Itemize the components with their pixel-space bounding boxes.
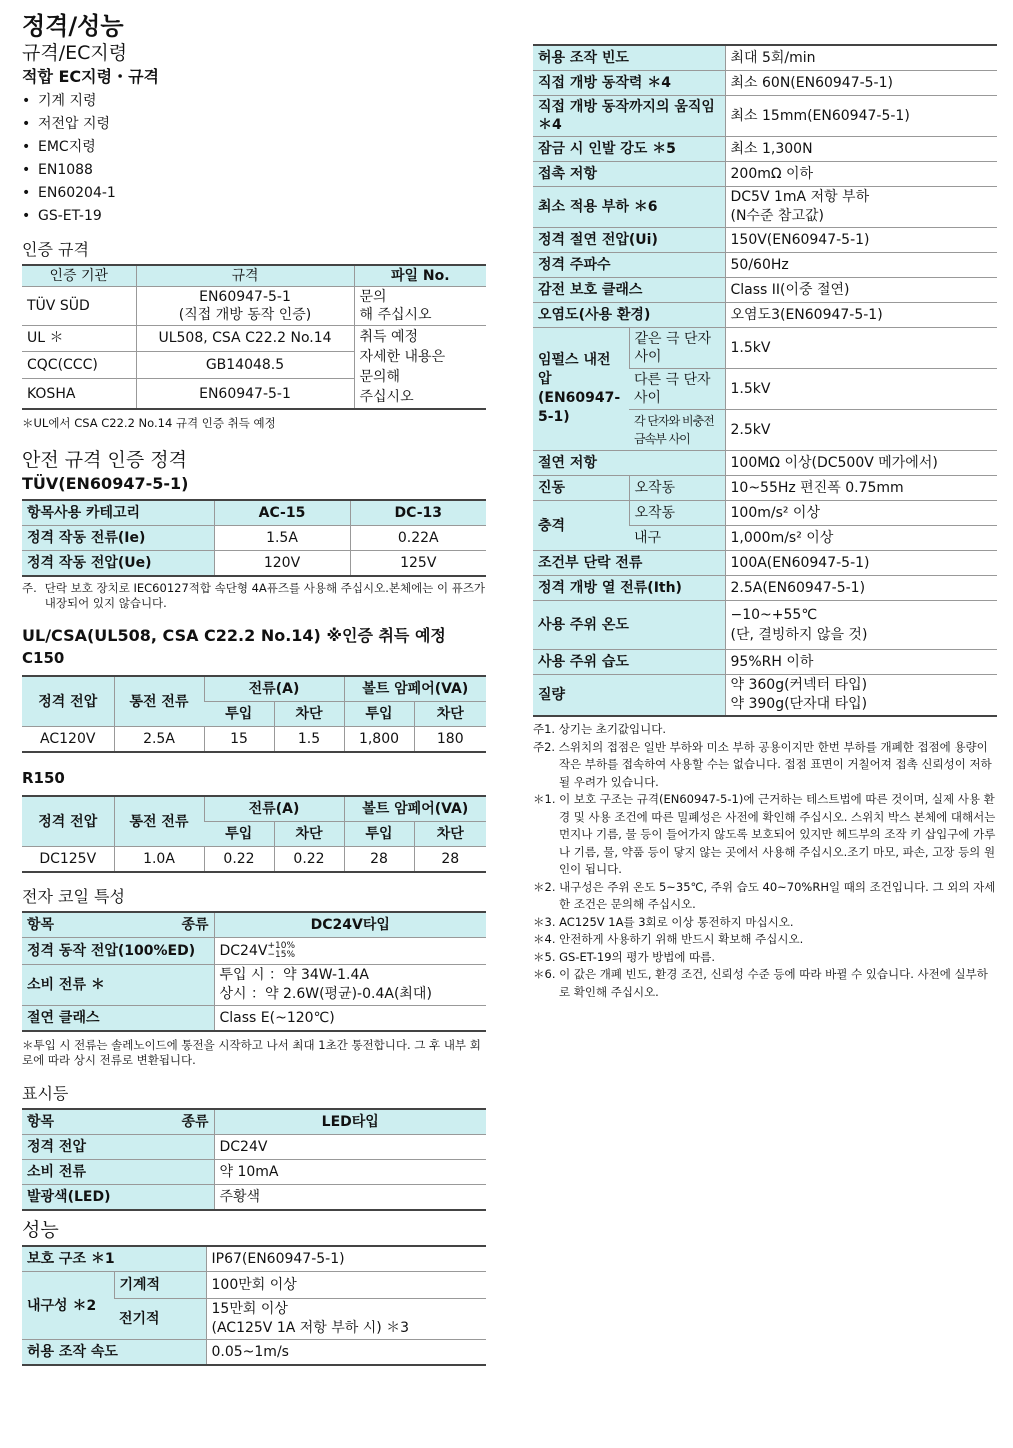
coil-header-type: DC24V타입 (214, 912, 486, 938)
cell: 150V(EN60947-5-1) (725, 228, 997, 253)
cell: 180 (414, 727, 486, 753)
lamp-table (22, 1108, 486, 1211)
ec-subheading: 적합 EC지령・규격 (22, 67, 159, 86)
cert-table (22, 264, 486, 410)
tuv-heading: TÜV(EN60947-5-1) (22, 474, 189, 493)
row-label: 정격 작동 전압(Ue) (22, 551, 214, 577)
cell: 125V (350, 551, 486, 577)
table-row (22, 287, 486, 326)
row-label: 질량 (533, 675, 725, 717)
lamp-header-type: LED타입 (214, 1109, 486, 1135)
cell: 0.22A (350, 526, 486, 551)
cell: 최소 60N(EN60947-5-1) (725, 71, 997, 96)
row-sublabel: 내구 (629, 526, 725, 551)
table-row (22, 1160, 486, 1185)
coil-note: ＊투입 시 전류는 솔레노이드에 통전을 시작하고 나서 최대 1초간 통전합니다. 그 후 내부 회로에 따라 상시 전류로 변환됩니다. (22, 1038, 481, 1067)
tuv-table (22, 499, 486, 577)
row-label: 정격 전압 (22, 1135, 214, 1160)
ul-heading: UL/CSA(UL508, CSA C22.2 No.14) ※인증 취득 예정 (22, 626, 446, 645)
cell: 100MΩ 이상(DC500V 메가에서) (725, 451, 997, 476)
cell: 200mΩ 이하 (725, 162, 997, 187)
list-item: • EN1088 (22, 159, 486, 182)
row-label: 내구성 ＊2 (22, 1272, 114, 1340)
row-label: 정격 작동 전류(Ie) (22, 526, 214, 551)
note-item: ＊1. 이 보호 구조는 규격(EN60947-5-1)에 근거하는 테스트법에 따른 것이며, 실제 사용 환경 및 사용 조건에 따른 밀폐성은 사전에 확인해 주십시오. 스위치 박스 본체에 대해서는 먼지나 기름, 물 등이 들어가지 않도록 보호되어 있지만 헤드부의 조작 키 삽입구에 가루나 기름, 물, 약품 등이 닿지 않는 곳에서 사용해 주십시오.조기 마모, 파손, 고장 등의 원인이 됩니다. (533, 792, 996, 876)
cert-header: 규격 (136, 265, 354, 287)
cell: 100만회 이상 (206, 1272, 486, 1299)
r150-header: 정격 전압 (22, 796, 114, 847)
cell: 28 (344, 847, 414, 873)
r150-subheader: 투입 (204, 822, 274, 847)
cell: 50/60Hz (725, 253, 997, 278)
note-item: ＊4. 안전하게 사용하기 위해 반드시 확보해 주십시오. (533, 932, 804, 946)
cell: 1.5 (274, 727, 344, 753)
cell: 100A(EN60947-5-1) (725, 551, 997, 576)
perf-table (22, 1245, 486, 1366)
table-row (533, 96, 997, 137)
coil-table (22, 911, 486, 1032)
table-row (533, 576, 997, 601)
table-row (533, 303, 997, 328)
list-item: • 기계 지령 (22, 90, 486, 113)
cell: 주황색 (214, 1185, 486, 1211)
ambient-temp: −10~+55℃ (단, 결빙하지 않을 것) (725, 601, 997, 650)
ec-heading: 규격/EC지령 (22, 42, 128, 64)
note-text: 단락 보호 장치로 IEC60127적합 속단형 4A퓨즈를 사용해 주십시오.본체에는 이 퓨즈가 내장되어 있지 않습니다. (44, 581, 486, 610)
r150-header: 전류(A) (204, 796, 344, 822)
page-title: 정격/성능 (22, 12, 124, 40)
table-row (22, 847, 486, 873)
r150-header: 볼트 암페어(VA) (344, 796, 486, 822)
cell: 1,000m/s² 이상 (725, 526, 997, 551)
r150-subheader: 투입 (344, 822, 414, 847)
table-row (533, 501, 997, 526)
table-row (533, 328, 997, 369)
cell: Class E(~120℃) (214, 1006, 486, 1032)
cell: 1.5kV (725, 369, 997, 410)
perf-heading: 성능 (22, 1219, 59, 1241)
table-row (22, 1006, 486, 1032)
cert-standard: EN60947-5-1 (136, 379, 354, 409)
tuv-header: DC-13 (350, 500, 486, 526)
row-label: 정격 동작 전압(100%ED) (22, 938, 214, 965)
coil-heading: 전자 코일 특성 (22, 887, 125, 906)
cert-body: TÜV SÜD (22, 287, 136, 326)
table-row (22, 526, 486, 551)
cell: 최소 15mm(EN60947-5-1) (725, 96, 997, 137)
table-row (533, 551, 997, 576)
cert-heading: 인증 규격 (22, 240, 89, 259)
row-label: 감전 보호 클래스 (533, 278, 725, 303)
cell: 1.5kV (725, 328, 997, 369)
cell: IP67(EN60947-5-1) (206, 1246, 486, 1272)
row-label: 접촉 저항 (533, 162, 725, 187)
table-row (533, 253, 997, 278)
cell: 15 (204, 727, 274, 753)
min-load: DC5V 1mA 저항 부하 (N수준 참고값) (725, 187, 997, 228)
table-row (533, 187, 997, 228)
c150-subheader: 차단 (414, 702, 486, 727)
row-label: 허용 조작 빈도 (533, 45, 725, 71)
cert-standard: UL508, CSA C22.2 No.14 (136, 326, 354, 352)
r150-heading: R150 (22, 769, 65, 787)
cell: 1.0A (114, 847, 204, 873)
table-row (533, 71, 997, 96)
row-label: 직접 개방 동작력 ＊4 (533, 71, 725, 96)
row-label: 최소 적용 부하 ＊6 (533, 187, 725, 228)
row-label: 발광색(LED) (22, 1185, 214, 1211)
c150-heading: C150 (22, 649, 65, 667)
c150-header: 볼트 암페어(VA) (344, 676, 486, 702)
cell: 2.5kV (725, 410, 997, 451)
row-label: 정격 주파수 (533, 253, 725, 278)
row-label: 사용 주위 온도 (533, 601, 725, 650)
note-item: 주2. 스위치의 접점은 일반 부하와 미소 부하 공용이지만 한번 부하를 개폐한 접점에 용량이 작은 부하를 접속하여 사용할 수는 없습니다. 접점 표면이 거칠어져 접촉 신뢰성이 저하될 우려가 있습니다. (533, 739, 992, 789)
table-row (533, 137, 997, 162)
perf-table-continued (533, 44, 997, 717)
row-sublabel: 오작동 (629, 501, 725, 526)
ec-list (22, 90, 486, 228)
cert-body: CQC(CCC) (22, 351, 136, 379)
table-row (22, 326, 486, 352)
table-row (533, 650, 997, 675)
cert-standard: GB14048.5 (136, 351, 354, 379)
table-row (533, 601, 997, 650)
cert-header: 인증 기관 (22, 265, 136, 287)
cell: AC120V (22, 727, 114, 753)
list-item: • EN60204-1 (22, 182, 486, 205)
rated-voltage: DC24V +10% −15% (214, 938, 486, 965)
table-row (22, 938, 486, 965)
lamp-header-item: 항목 종류 (22, 1109, 214, 1135)
c150-subheader: 차단 (274, 702, 344, 727)
cell: 95%RH 이하 (725, 650, 997, 675)
note-item: ＊3. AC125V 1A를 3회로 이상 통전하지 마십시오. (533, 914, 794, 929)
table-row (22, 727, 486, 753)
cell: 2.5A(EN60947-5-1) (725, 576, 997, 601)
right-column (533, 44, 997, 1001)
row-label: 절연 클래스 (22, 1006, 214, 1032)
row-label: 소비 전류 (22, 1160, 214, 1185)
note-item: ＊5. GS-ET-19의 평가 방법에 따름. (533, 949, 715, 964)
table-row (22, 1340, 486, 1366)
table-row (533, 476, 997, 501)
left-column (22, 0, 486, 1366)
row-label: 정격 개방 열 전류(Ith) (533, 576, 725, 601)
table-row (22, 551, 486, 577)
c150-header: 전류(A) (204, 676, 344, 702)
row-label: 직접 개방 동작까지의 움직임 ＊4 (533, 96, 725, 137)
cell: 1,800 (344, 727, 414, 753)
table-row (533, 675, 997, 717)
cell: 0.05~1m/s (206, 1340, 486, 1366)
c150-subheader: 투입 (204, 702, 274, 727)
row-label: 진동 (533, 476, 629, 501)
row-sublabel: 각 단자와 비충전 금속부 사이 (629, 410, 725, 451)
list-item: • 저전압 지령 (22, 113, 486, 136)
c150-header: 통전 전류 (114, 676, 204, 727)
row-sublabel: 오작동 (629, 476, 725, 501)
list-item: • EMC지령 (22, 136, 486, 159)
row-label: 허용 조작 속도 (22, 1340, 206, 1366)
row-label: 사용 주위 습도 (533, 650, 725, 675)
table-row (533, 278, 997, 303)
spec-notes (533, 721, 997, 1001)
c150-table (22, 675, 486, 753)
tuv-header: AC-15 (214, 500, 350, 526)
lamp-heading: 표시등 (22, 1084, 69, 1103)
cell: 120V (214, 551, 350, 577)
cell: 0.22 (274, 847, 344, 873)
coil-current: 투입 시 ：약 34W-1.4A 상시 ：약 2.6W(평균)-0.4A(최대) (214, 965, 486, 1006)
cell: 28 (414, 847, 486, 873)
cell: 100m/s² 이상 (725, 501, 997, 526)
note-item: 주1. 상기는 초기값입니다. (533, 722, 667, 736)
table-row (22, 1135, 486, 1160)
table-row (533, 451, 997, 476)
row-label: 임펄스 내전압 (EN60947-5-1) (533, 328, 629, 451)
table-row (533, 162, 997, 187)
cell: 2.5A (114, 727, 204, 753)
note-mark: 주. (22, 581, 37, 595)
r150-subheader: 차단 (414, 822, 486, 847)
table-row (533, 45, 997, 71)
tuv-header: 항목사용 카테고리 (22, 500, 214, 526)
row-sublabel: 다른 극 단자 사이 (629, 369, 725, 410)
r150-subheader: 차단 (274, 822, 344, 847)
cert-body: KOSHA (22, 379, 136, 409)
cert-body: UL ＊ (22, 326, 136, 352)
coil-header-item: 항목 종류 (22, 912, 214, 938)
cell: 최소 1,300N (725, 137, 997, 162)
r150-header: 통전 전류 (114, 796, 204, 847)
cert-header: 파일 No. (354, 265, 486, 287)
cell: 약 10mA (214, 1160, 486, 1185)
row-label: 오염도(사용 환경) (533, 303, 725, 328)
elec-durability: 15만회 이상 (AC125V 1A 저항 부하 시) ＊3 (206, 1299, 486, 1340)
cell: 10~55Hz 편진폭 0.75mm (725, 476, 997, 501)
row-sublabel: 같은 극 단자 사이 (629, 328, 725, 369)
tuv-note (22, 581, 486, 611)
row-label: 보호 구조 ＊1 (22, 1246, 206, 1272)
cell: 0.22 (204, 847, 274, 873)
cert-standard: EN60947-5-1 (직접 개방 동작 인증) (136, 287, 354, 326)
cell: 최대 5회/min (725, 45, 997, 71)
cell: Class II(이중 절연) (725, 278, 997, 303)
table-row (22, 1272, 486, 1299)
row-sublabel: 전기적 (114, 1299, 206, 1340)
row-label: 충격 (533, 501, 629, 551)
row-label: 정격 절연 전압(Ui) (533, 228, 725, 253)
note-item: ＊6. 이 값은 개폐 빈도, 환경 조건, 신뢰성 수준 등에 따라 바뀔 수 있습니다. 사전에 실부하로 확인해 주십시오. (533, 967, 988, 999)
safety-heading: 안전 규격 인증 정격 (22, 449, 187, 471)
table-row (22, 965, 486, 1006)
cell: DC125V (22, 847, 114, 873)
mass: 약 360g(커넥터 타입) 약 390g(단자대 타입) (725, 675, 997, 717)
cell: DC24V (214, 1135, 486, 1160)
row-label: 소비 전류 ＊ (22, 965, 214, 1006)
c150-header: 정격 전압 (22, 676, 114, 727)
row-label: 조건부 단락 전류 (533, 551, 725, 576)
cert-note: ＊UL에서 CSA C22.2 No.14 규격 인증 취득 예정 (22, 416, 276, 430)
table-row (22, 1246, 486, 1272)
row-sublabel: 기계적 (114, 1272, 206, 1299)
cell: 1.5A (214, 526, 350, 551)
note-item: ＊2. 내구성은 주위 온도 5~35℃, 주위 습도 40~70%RH일 때의 조건입니다. 그 외의 자세한 조건은 문의해 주십시오. (533, 879, 996, 911)
table-row (22, 1185, 486, 1211)
cert-file: 문의 해 주십시오 (354, 287, 486, 326)
r150-table (22, 795, 486, 873)
cert-file-pending: 취득 예정 자세한 내용은 문의해 주십시오 (354, 326, 486, 410)
cell: 오염도3(EN60947-5-1) (725, 303, 997, 328)
list-item: • GS-ET-19 (22, 205, 486, 228)
c150-subheader: 투입 (344, 702, 414, 727)
row-label: 절연 저항 (533, 451, 725, 476)
row-label: 잠금 시 인발 강도 ＊5 (533, 137, 725, 162)
table-row (533, 228, 997, 253)
